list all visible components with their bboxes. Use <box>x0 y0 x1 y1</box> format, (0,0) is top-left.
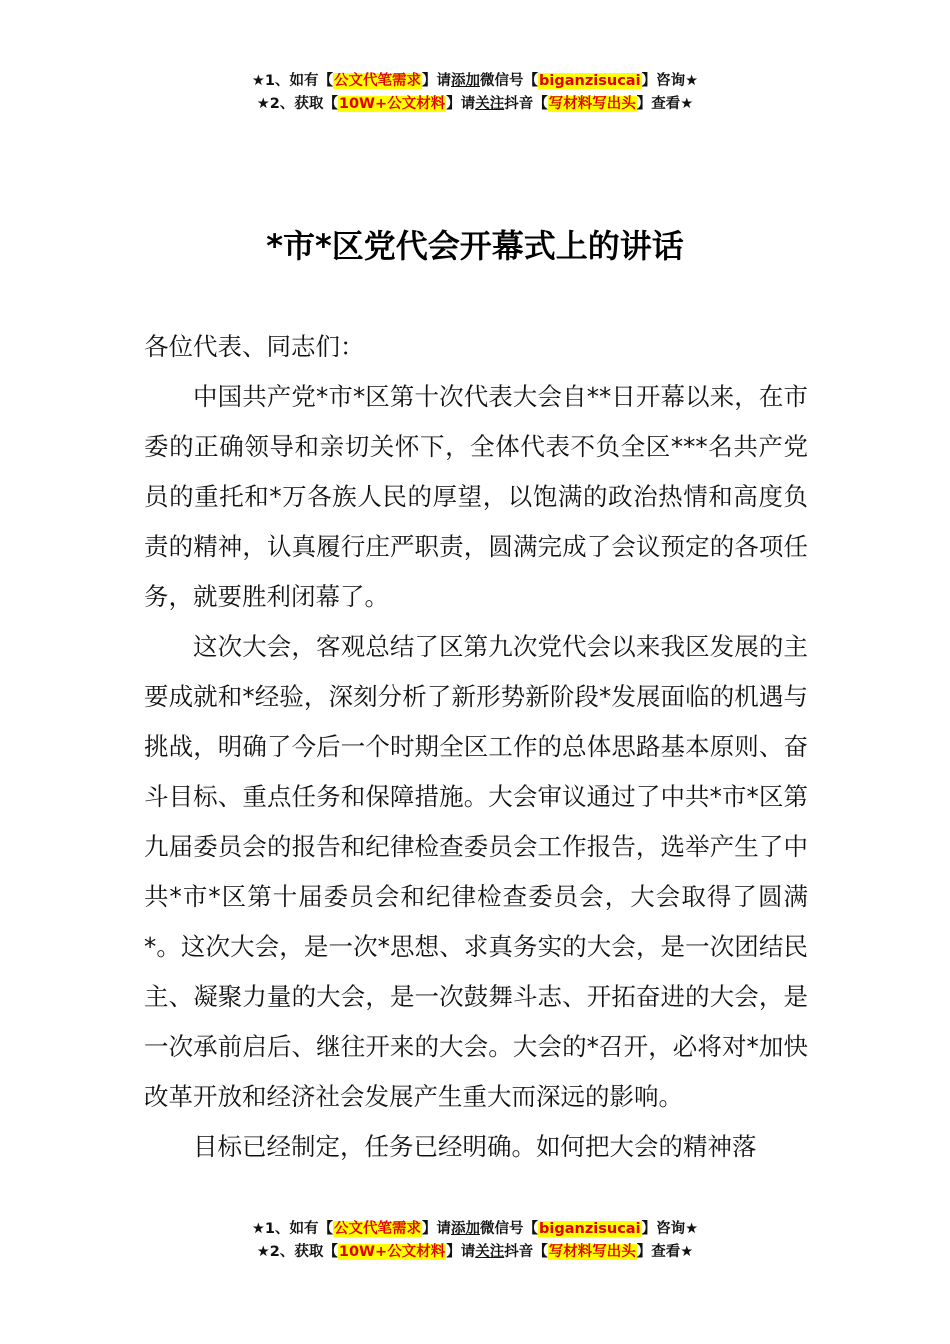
footer-promo-line-2 <box>0 1241 950 1264</box>
promo-underlined-word: 关注 <box>475 1244 505 1260</box>
promo-text: ★2、获取【 <box>256 96 338 112</box>
promo-text: 抖音【 <box>504 1244 548 1260</box>
footer-promo-line-1 <box>0 1218 950 1241</box>
promo-highlight-wechat-id: biganzisucai <box>539 73 641 89</box>
body-paragraph-1: 中国共产党*市*区第十次代表大会自**日开幕以来，在市委的正确领导和亲切关怀下，全体代表不负全区***名共产党员的重托和*万各族人民的厚望，以饱满的政治热情和高度负责的精神，认真履行庄严职责，圆满完成了会议预定的各项任务，就要胜利闭幕了。 <box>144 382 808 611</box>
promo-text: 抖音【 <box>504 96 548 112</box>
promo-highlight-douyin-account: 写材料写出头 <box>548 96 636 112</box>
header-promo-line-1 <box>0 70 950 93</box>
footer-promo-banner <box>0 1218 950 1264</box>
promo-text: ★1、如有【 <box>251 1221 334 1237</box>
salutation: 各位代表、同志们： <box>144 332 365 361</box>
promo-underlined-word: 关注 <box>475 96 505 112</box>
body-paragraph-3: 目标已经制定，任务已经明确。如何把大会的精神落 <box>193 1132 757 1161</box>
promo-text: 】查看★ <box>636 96 694 112</box>
promo-text: 微信号【 <box>480 73 539 89</box>
promo-underlined-word: 添加 <box>451 1221 481 1237</box>
document-title: *市*区党代会开幕式上的讲话 <box>266 227 684 265</box>
promo-highlight-wechat-id: biganzisucai <box>539 1221 641 1237</box>
promo-text: 】咨询★ <box>641 73 699 89</box>
promo-highlight-materials: 10W+公文材料 <box>338 96 446 112</box>
promo-text: 】请 <box>446 96 476 112</box>
promo-highlight-materials: 10W+公文材料 <box>338 1244 446 1260</box>
body-paragraph-2: 这次大会，客观总结了区第九次党代会以来我区发展的主要成就和*经验，深刻分析了新形势新阶段*发展面临的机遇与挑战，明确了今后一个时期全区工作的总体思路基本原则、奋斗目标、重点任务和保障措施。大会审议通过了中共*市*区第九届委员会的报告和纪律检查委员会工作报告，选举产生了中共*市*区第十届委员会和纪律检查委员会，大会取得了圆满*。这次大会，是一次*思想、求真务实的大会，是一次团结民主、凝聚力量的大会，是一次鼓舞斗志、开拓奋进的大会，是一次承前启后、继往开来的大会。大会的*召开，必将对*加快改革开放和经济社会发展产生重大而深远的影响。 <box>144 632 808 1111</box>
promo-text: 】查看★ <box>636 1244 694 1260</box>
header-promo-line-2 <box>0 93 950 116</box>
promo-text: 】请 <box>446 1244 476 1260</box>
promo-underlined-word: 添加 <box>451 73 481 89</box>
header-promo-banner <box>0 70 950 116</box>
promo-highlight-service: 公文代笔需求 <box>334 73 422 89</box>
promo-text: 】请 <box>422 1221 452 1237</box>
promo-text: 】咨询★ <box>641 1221 699 1237</box>
promo-text: 微信号【 <box>480 1221 539 1237</box>
document-body <box>144 322 808 1172</box>
promo-text: ★2、获取【 <box>256 1244 338 1260</box>
promo-highlight-service: 公文代笔需求 <box>334 1221 422 1237</box>
promo-text: ★1、如有【 <box>251 73 334 89</box>
promo-text: 】请 <box>422 73 452 89</box>
promo-highlight-douyin-account: 写材料写出头 <box>548 1244 636 1260</box>
